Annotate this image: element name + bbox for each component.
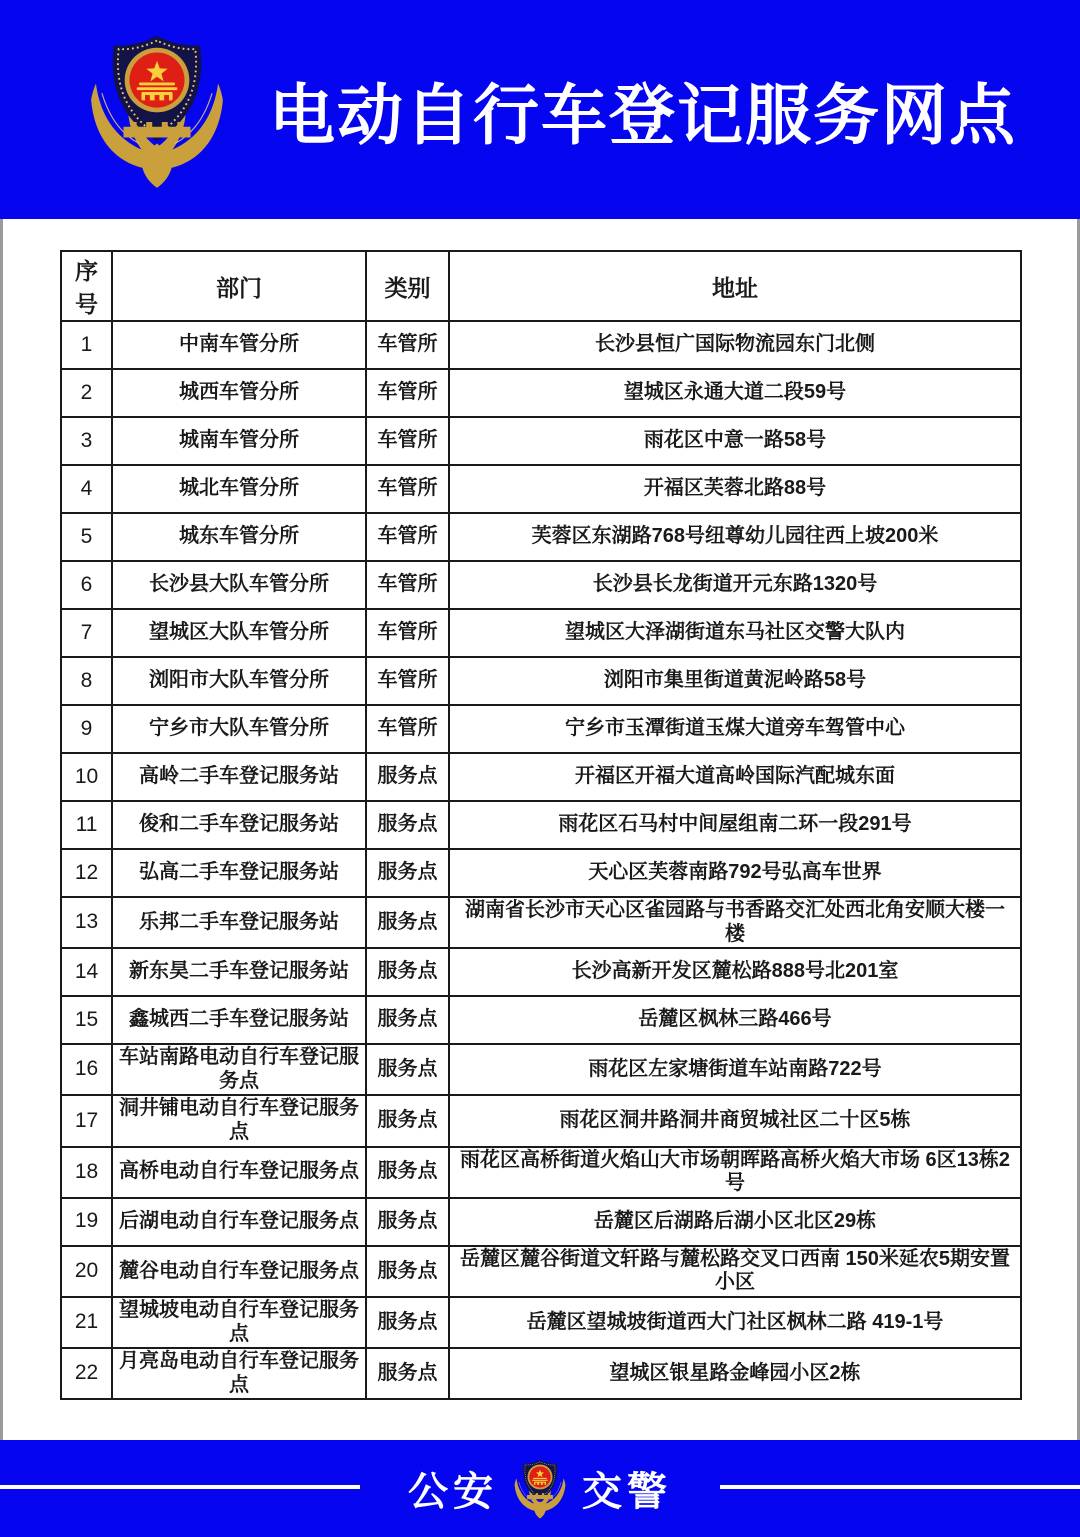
cell-index: 12 (61, 849, 112, 897)
cell-address: 望城区大泽湖街道东马社区交警大队内 (449, 609, 1021, 657)
table-section (60, 250, 1080, 1400)
cell-department: 宁乡市大队车管分所 (112, 705, 366, 753)
cell-department: 高岭二手车登记服务站 (112, 753, 366, 801)
table-row (61, 897, 1021, 948)
cell-department: 望城区大队车管分所 (112, 609, 366, 657)
cell-address: 开福区开福大道高岭国际汽配城东面 (449, 753, 1021, 801)
cell-address: 长沙县长龙街道开元东路1320号 (449, 561, 1021, 609)
cell-category: 车管所 (366, 465, 449, 513)
table-row (61, 369, 1021, 417)
cell-department: 望城坡电动自行车登记服务点 (112, 1297, 366, 1348)
cell-address: 岳麓区望城坡街道西大门社区枫林二路 419-1号 (449, 1297, 1021, 1348)
cell-category: 车管所 (366, 321, 449, 369)
cell-address: 芙蓉区东湖路768号纽尊幼儿园往西上坡200米 (449, 513, 1021, 561)
cell-index: 3 (61, 417, 112, 465)
cell-index: 17 (61, 1095, 112, 1146)
table-header-row (61, 251, 1021, 321)
cell-department: 乐邦二手车登记服务站 (112, 897, 366, 948)
cell-index: 16 (61, 1044, 112, 1095)
cell-category: 车管所 (366, 705, 449, 753)
cell-address: 岳麓区枫林三路466号 (449, 996, 1021, 1044)
cell-address: 湖南省长沙市天心区雀园路与书香路交汇处西北角安顺大楼一楼 (449, 897, 1021, 948)
cell-department: 弘高二手车登记服务站 (112, 849, 366, 897)
cell-category: 车管所 (366, 369, 449, 417)
police-badge-icon (512, 1458, 568, 1519)
cell-department: 长沙县大队车管分所 (112, 561, 366, 609)
cell-index: 6 (61, 561, 112, 609)
cell-category: 服务点 (366, 948, 449, 996)
cell-category: 服务点 (366, 1348, 449, 1399)
cell-category: 服务点 (366, 849, 449, 897)
cell-address: 宁乡市玉潭街道玉煤大道旁车驾管中心 (449, 705, 1021, 753)
cell-address: 岳麓区麓谷街道文轩路与麓松路交叉口西南 150米延农5期安置小区 (449, 1246, 1021, 1297)
cell-address: 浏阳市集里街道黄泥岭路58号 (449, 657, 1021, 705)
table-row (61, 321, 1021, 369)
cell-department: 麓谷电动自行车登记服务点 (112, 1246, 366, 1297)
cell-department: 鑫城西二手车登记服务站 (112, 996, 366, 1044)
cell-department: 城南车管分所 (112, 417, 366, 465)
table-body (61, 321, 1021, 1399)
cell-index: 9 (61, 705, 112, 753)
table-row (61, 1246, 1021, 1297)
col-header-category: 类别 (366, 251, 449, 321)
page-title: 电动自行车登记服务网点 (269, 78, 1017, 152)
table-row (61, 465, 1021, 513)
cell-department: 中南车管分所 (112, 321, 366, 369)
cell-category: 服务点 (366, 1044, 449, 1095)
cell-index: 13 (61, 897, 112, 948)
footer-banner (0, 1440, 1080, 1537)
table-row (61, 1198, 1021, 1246)
cell-address: 望城区永通大道二段59号 (449, 369, 1021, 417)
cell-index: 11 (61, 801, 112, 849)
cell-address: 天心区芙蓉南路792号弘高车世界 (449, 849, 1021, 897)
table-row (61, 801, 1021, 849)
cell-category: 服务点 (366, 1246, 449, 1297)
table-row (61, 513, 1021, 561)
cell-index: 14 (61, 948, 112, 996)
cell-index: 8 (61, 657, 112, 705)
cell-address: 长沙高新开发区麓松路888号北201室 (449, 948, 1021, 996)
table-row (61, 1147, 1021, 1198)
table-row (61, 609, 1021, 657)
cell-address: 望城区银星路金峰园小区2栋 (449, 1348, 1021, 1399)
table-row (61, 705, 1021, 753)
cell-index: 20 (61, 1246, 112, 1297)
footer-content (360, 1458, 720, 1519)
cell-category: 服务点 (366, 753, 449, 801)
cell-department: 洞井铺电动自行车登记服务点 (112, 1095, 366, 1146)
cell-category: 车管所 (366, 417, 449, 465)
table-row (61, 1348, 1021, 1399)
cell-address: 雨花区高桥街道火焰山大市场朝晖路高桥火焰大市场 6区13栋2号 (449, 1147, 1021, 1198)
cell-category: 服务点 (366, 1297, 449, 1348)
cell-category: 车管所 (366, 609, 449, 657)
cell-department: 城西车管分所 (112, 369, 366, 417)
cell-department: 浏阳市大队车管分所 (112, 657, 366, 705)
cell-category: 服务点 (366, 1095, 449, 1146)
cell-category: 车管所 (366, 561, 449, 609)
cell-department: 后湖电动自行车登记服务点 (112, 1198, 366, 1246)
cell-index: 10 (61, 753, 112, 801)
cell-address: 雨花区左家塘街道车站南路722号 (449, 1044, 1021, 1095)
cell-address: 雨花区洞井路洞井商贸城社区二十区5栋 (449, 1095, 1021, 1146)
cell-index: 5 (61, 513, 112, 561)
cell-address: 开福区芙蓉北路88号 (449, 465, 1021, 513)
table-row (61, 753, 1021, 801)
table-row (61, 948, 1021, 996)
cell-index: 15 (61, 996, 112, 1044)
cell-department: 高桥电动自行车登记服务点 (112, 1147, 366, 1198)
cell-address: 雨花区中意一路58号 (449, 417, 1021, 465)
table-row (61, 996, 1021, 1044)
cell-category: 服务点 (366, 996, 449, 1044)
cell-address: 长沙县恒广国际物流园东门北侧 (449, 321, 1021, 369)
table-row (61, 657, 1021, 705)
table-row (61, 849, 1021, 897)
cell-department: 俊和二手车登记服务站 (112, 801, 366, 849)
police-badge-icon (84, 31, 230, 189)
table-row (61, 1095, 1021, 1146)
cell-category: 服务点 (366, 1147, 449, 1198)
col-header-department: 部门 (112, 251, 366, 321)
table-row (61, 561, 1021, 609)
cell-index: 7 (61, 609, 112, 657)
table-row (61, 1044, 1021, 1095)
footer-text-jiaojing: 交警 (582, 1470, 672, 1514)
cell-index: 1 (61, 321, 112, 369)
cell-department: 城北车管分所 (112, 465, 366, 513)
cell-index: 2 (61, 369, 112, 417)
col-header-index: 序号 (61, 251, 112, 321)
cell-department: 城东车管分所 (112, 513, 366, 561)
cell-index: 22 (61, 1348, 112, 1399)
footer-text-gongan: 公安 (408, 1470, 498, 1514)
cell-index: 18 (61, 1147, 112, 1198)
cell-category: 服务点 (366, 801, 449, 849)
header-banner (0, 0, 1080, 219)
table-row (61, 1297, 1021, 1348)
cell-category: 服务点 (366, 1198, 449, 1246)
cell-address: 雨花区石马村中间屋组南二环一段291号 (449, 801, 1021, 849)
cell-department: 车站南路电动自行车登记服务点 (112, 1044, 366, 1095)
cell-department: 新东昊二手车登记服务站 (112, 948, 366, 996)
cell-address: 岳麓区后湖路后湖小区北区29栋 (449, 1198, 1021, 1246)
cell-category: 车管所 (366, 513, 449, 561)
cell-category: 服务点 (366, 897, 449, 948)
service-points-table (60, 250, 1022, 1400)
cell-department: 月亮岛电动自行车登记服务点 (112, 1348, 366, 1399)
table-row (61, 417, 1021, 465)
cell-index: 4 (61, 465, 112, 513)
col-header-address: 地址 (449, 251, 1021, 321)
cell-index: 19 (61, 1198, 112, 1246)
cell-index: 21 (61, 1297, 112, 1348)
cell-category: 车管所 (366, 657, 449, 705)
